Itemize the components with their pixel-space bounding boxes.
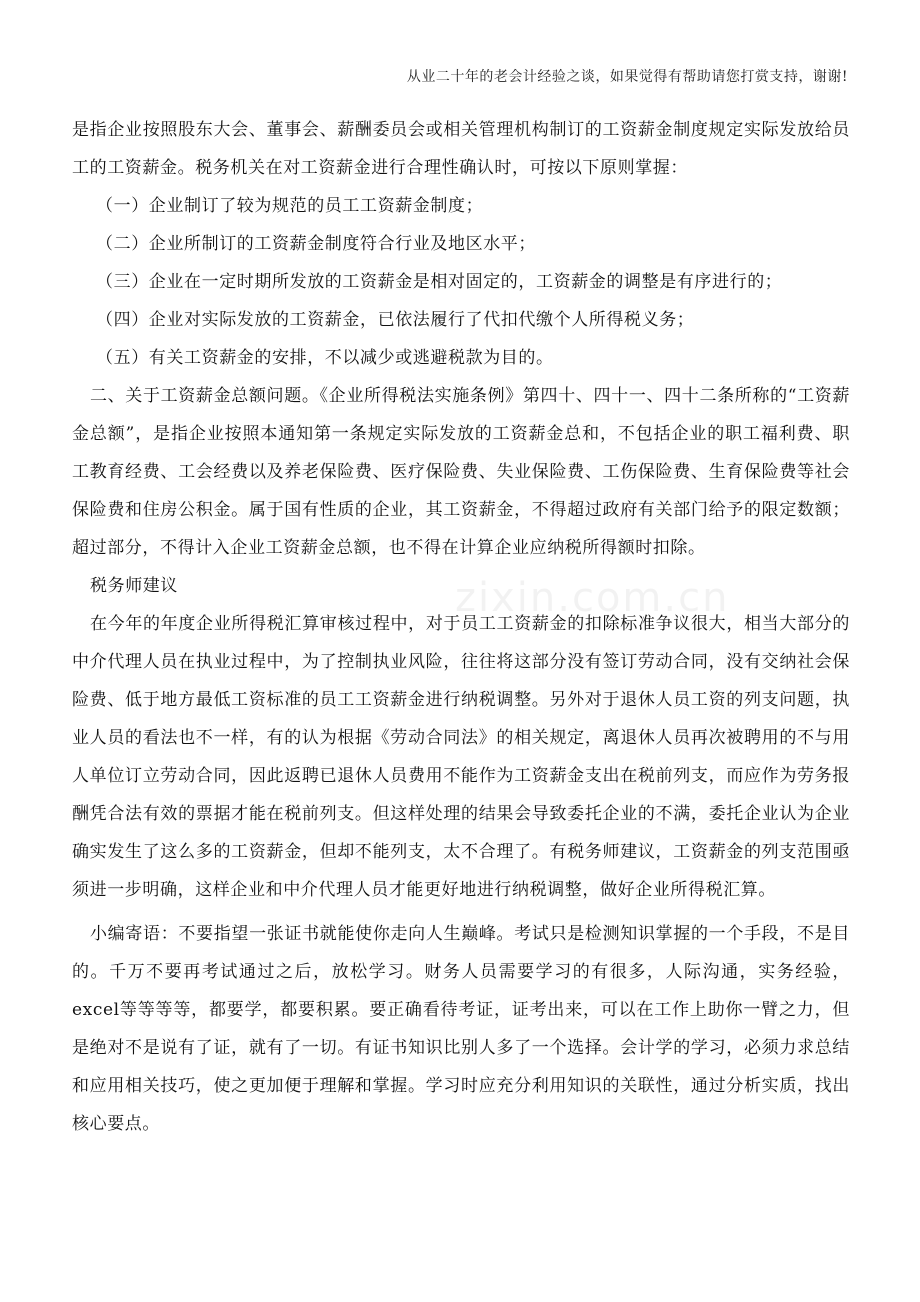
document-body bbox=[72, 111, 850, 1143]
section-heading-advice: 税务师建议 bbox=[90, 576, 178, 596]
paragraph-intro: 是指企业按照股东大会、董事会、薪酬委员会或相关管理机构制订的工资薪金制度规定实际发放给员工的工资薪金。税务机关在对工资薪金进行合理性确认时，可按以下原则掌握： bbox=[72, 120, 850, 178]
watermark: zixin.com.cn bbox=[455, 575, 730, 621]
principle-item-4: （四）企业对实际发放的工资薪金，已依法履行了代扣代缴个人所得税义务； bbox=[96, 310, 695, 330]
page-header-note: 从业二十年的老会计经验之谈，如果觉得有帮助请您打赏支持，谢谢! bbox=[406, 69, 848, 85]
principle-item-2: （二）企业所制订的工资薪金制度符合行业及地区水平； bbox=[96, 234, 536, 254]
advice-paragraph: 在今年的年度企业所得税汇算审核过程中，对于员工工资薪金的扣除标准争议很大，相当大部分的中介代理人员在执业过程中，为了控制执业风险，往往将这部分没有签订劳动合同，没有交纳社会保险费、低于地方最低工资标准的员工工资薪金进行纳税调整。另外对于退休人员工资的列支问题，执业人员的看法也不一样，有的认为根据《劳动合同法》的相关规定，离退休人员再次被聘用的不与用人单位订立劳动合同，因此返聘已退休人员费用不能作为工资薪金支出在税前列支，而应作为劳务报酬凭合法有效的票据才能在税前列支。但这样处理的结果会导致委托企业的不满，委托企业认为企业确实发生了这么多的工资薪金，但却不能列支，太不合理了。有税务师建议，工资薪金的列支范围亟须进一步明确，这样企业和中介代理人员才能更好地进行纳税调整，做好企业所得税汇算。 bbox=[72, 614, 850, 900]
principle-item-1: （一）企业制订了较为规范的员工工资薪金制度； bbox=[96, 196, 484, 216]
editor-note-paragraph: 小编寄语：不要指望一张证书就能使你走向人生巅峰。考试只是检测知识掌握的一个手段，不是目的。千万不要再考试通过之后，放松学习。财务人员需要学习的有很多，人际沟通，实务经验，excel等等等等，都要学，都要积累。要正确看待考证，证考出来，可以在工作上助你一臂之力，但是绝对不是说有了证，就有了一切。有证书知识比别人多了一个选择。会计学的学习，必须力求总结和应用相关技巧，使之更加便于理解和掌握。学习时应充分利用知识的关联性，通过分析实质，找出核心要点。 bbox=[72, 924, 850, 1134]
principle-item-5: （五）有关工资薪金的安排，不以减少或逃避税款为目的。 bbox=[96, 348, 554, 368]
section-two-paragraph: 二、关于工资薪金总额问题。《企业所得税法实施条例》第四十、四十一、四十二条所称的“工资薪金总额”，是指企业按照本通知第一条规定实际发放的工资薪金总和，不包括企业的职工福利费、职工教育经费、工会经费以及养老保险费、医疗保险费、失业保险费、工伤保险费、生育保险费等社会保险费和住房公积金。属于国有性质的企业，其工资薪金，不得超过政府有关部门给予的限定数额；超过部分，不得计入企业工资薪金总额，也不得在计算企业应纳税所得额时扣除。 bbox=[72, 386, 850, 558]
principle-item-3: （三）企业在一定时期所发放的工资薪金是相对固定的，工资薪金的调整是有序进行的； bbox=[96, 272, 783, 292]
